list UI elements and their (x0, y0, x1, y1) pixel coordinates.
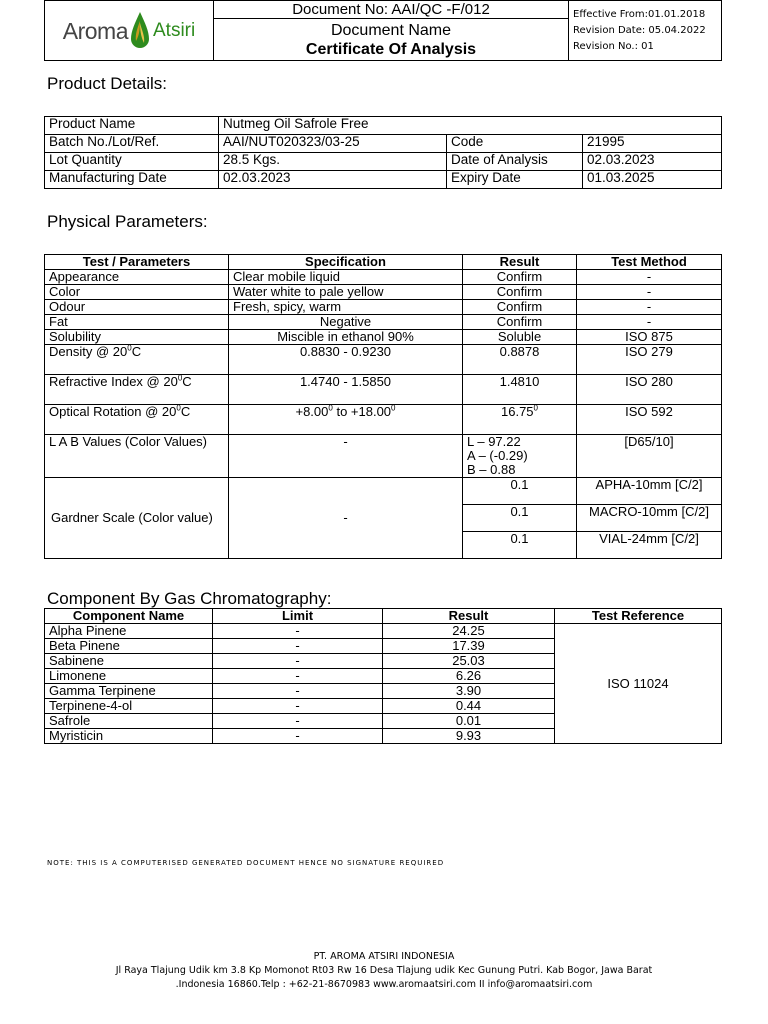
result-cell: Soluble (463, 330, 577, 345)
optical-param: Optical Rotation @ 20 (49, 404, 177, 419)
method-cell: ISO 592 (577, 405, 722, 435)
component-limit: - (213, 639, 383, 654)
document-name-label: Document Name (330, 21, 452, 39)
method-cell: ISO 875 (577, 330, 722, 345)
component-name: Terpinene-4-ol (45, 699, 213, 714)
component-result: 17.39 (383, 639, 555, 654)
component-result: 6.26 (383, 669, 555, 684)
result-cell: 1.4810 (463, 375, 577, 405)
header-result: Result (463, 255, 577, 270)
header-test-parameters: Test / Parameters (45, 255, 229, 270)
param-cell: Appearance (45, 270, 229, 285)
component-name: Sabinene (45, 654, 213, 669)
param-cell: Color (45, 285, 229, 300)
revision-number: Revision No.: 01 (573, 40, 654, 52)
spec-to: to +18.00 (332, 404, 392, 419)
result-cell: Confirm (463, 285, 577, 300)
param-cell: L A B Values (Color Values) (45, 435, 229, 478)
degree-sup: 0 (127, 343, 132, 353)
density-param: Density @ 20 (49, 344, 128, 359)
table-row-density (45, 345, 722, 375)
lot-quantity-label: Lot Quantity (45, 153, 219, 171)
spec-cell: Miscible in ethanol 90% (229, 330, 463, 345)
date-of-analysis-label: Date of Analysis (447, 153, 583, 171)
method-cell: - (577, 285, 722, 300)
spec-cell: Fresh, spicy, warm (229, 300, 463, 315)
footer-address-line-1: Jl Raya Tlajung Udik km 3.8 Kp Momonot Rt03 Rw 16 Desa Tlajung udik Kec Gunung Putri. Kab Bogor, Jawa Barat (115, 965, 653, 976)
footer-address-line-2: .Indonesia 16860.Telp : +62-21-8670983 www.aromaatsiri.com II info@aromaatsiri.com (175, 979, 593, 990)
footer-company: PT. AROMA ATSIRI INDONESIA (313, 951, 455, 962)
method-cell: [D65/10] (577, 435, 722, 478)
lab-l: L – 97.22 (467, 434, 521, 449)
header-specification: Specification (229, 255, 463, 270)
result-cell: 0.1 (463, 532, 577, 559)
degree-sup: 0 (176, 403, 181, 413)
revision-date: Revision Date: 05.04.2022 (573, 24, 706, 36)
optical-result: 16.75 (501, 404, 534, 419)
degree-sup: 0 (391, 403, 396, 413)
component-limit: - (213, 654, 383, 669)
component-name: Myristicin (45, 729, 213, 744)
method-cell: - (577, 270, 722, 285)
header-test-reference: Test Reference (555, 609, 722, 624)
result-cell: 0.1 (463, 478, 577, 505)
effective-from: Effective From:01.01.2018 (573, 8, 706, 20)
date-of-analysis-value: 02.03.2023 (583, 153, 722, 171)
logo-cell (45, 1, 214, 61)
unit-c: C (182, 374, 192, 389)
component-name: Alpha Pinene (45, 624, 213, 639)
component-name: Gamma Terpinene (45, 684, 213, 699)
table-row (45, 624, 722, 639)
product-name-value: Nutmeg Oil Safrole Free (219, 117, 722, 135)
table-row (45, 330, 722, 345)
gc-title: Component By Gas Chromatography: (47, 589, 332, 608)
table-row (45, 300, 722, 315)
revision-meta (569, 1, 722, 61)
table-row (45, 285, 722, 300)
code-label: Code (447, 135, 583, 153)
table-header-row (45, 255, 722, 270)
manufacturing-date-label: Manufacturing Date (45, 171, 219, 189)
physical-parameters-table (44, 254, 722, 559)
component-name: Safrole (45, 714, 213, 729)
table-row-optical (45, 405, 722, 435)
component-result: 9.93 (383, 729, 555, 744)
header-result: Result (383, 609, 555, 624)
component-result: 3.90 (383, 684, 555, 699)
degree-sup: 0 (533, 403, 538, 413)
spec-cell: Negative (229, 315, 463, 330)
document-number: Document No: AAI/QC -F/012 (214, 1, 569, 19)
component-limit: - (213, 624, 383, 639)
result-cell: Confirm (463, 270, 577, 285)
result-cell (463, 405, 577, 435)
table-row (45, 270, 722, 285)
unit-c: C (131, 344, 142, 359)
param-cell: Fat (45, 315, 229, 330)
result-cell: 0.1 (463, 505, 577, 532)
signature-note: NOTE: THIS IS A COMPUTERISED GENERATED DOCUMENT HENCE NO SIGNATURE REQUIRED (47, 859, 445, 867)
result-cell: Confirm (463, 315, 577, 330)
spec-cell: 1.4740 - 1.5850 (229, 375, 463, 405)
physical-parameters-title: Physical Parameters: (47, 212, 208, 231)
result-cell: Confirm (463, 300, 577, 315)
component-limit: - (213, 729, 383, 744)
component-result: 0.01 (383, 714, 555, 729)
spec-cell: Clear mobile liquid (229, 270, 463, 285)
param-cell (45, 405, 229, 435)
method-cell: - (577, 300, 722, 315)
gc-table (44, 608, 722, 744)
table-row-lab (45, 435, 722, 478)
method-cell: APHA-10mm [C/2] (577, 478, 722, 505)
footer (0, 950, 768, 992)
code-value: 21995 (583, 135, 722, 153)
param-cell: Solubility (45, 330, 229, 345)
expiry-date-value: 01.03.2025 (583, 171, 722, 189)
component-name: Beta Pinene (45, 639, 213, 654)
method-cell: ISO 279 (577, 345, 722, 375)
spec-from: +8.00 (295, 404, 329, 419)
degree-sup: 0 (328, 403, 333, 413)
batch-label: Batch No./Lot/Ref. (45, 135, 219, 153)
manufacturing-date-value: 02.03.2023 (219, 171, 447, 189)
header-component-name: Component Name (45, 609, 213, 624)
oil-drop-icon (129, 11, 151, 51)
spec-cell: 0.8830 - 0.9230 (229, 345, 463, 375)
param-cell (45, 345, 229, 375)
method-cell: - (577, 315, 722, 330)
batch-value: AAI/NUT020323/03-25 (219, 135, 447, 153)
component-result: 24.25 (383, 624, 555, 639)
result-cell: 0.8878 (463, 345, 577, 375)
logo-text-aroma: Aroma (62, 17, 128, 44)
document-title: Certificate Of Analysis (305, 40, 477, 58)
test-reference: ISO 11024 (555, 624, 722, 744)
component-limit: - (213, 669, 383, 684)
lot-quantity-value: 28.5 Kgs. (219, 153, 447, 171)
param-cell: Odour (45, 300, 229, 315)
degree-sup: 0 (177, 373, 183, 383)
table-row-refractive (45, 375, 722, 405)
document-name-cell (214, 19, 569, 61)
refractive-param: Refractive Index @ 20 (49, 374, 178, 389)
lab-a: A – (-0.29) (467, 448, 528, 463)
component-name: Limonene (45, 669, 213, 684)
lab-b: B – 0.88 (467, 462, 516, 477)
spec-cell (229, 405, 463, 435)
table-row-gardner (45, 478, 722, 505)
method-cell: MACRO-10mm [C/2] (577, 505, 722, 532)
product-details-title: Product Details: (47, 74, 167, 93)
unit-c: C (180, 404, 191, 419)
product-details-table (44, 116, 722, 189)
product-name-label: Product Name (45, 117, 219, 135)
table-header-row (45, 609, 722, 624)
method-cell: VIAL-24mm [C/2] (577, 532, 722, 559)
result-cell (463, 435, 577, 478)
component-result: 0.44 (383, 699, 555, 714)
header-limit: Limit (213, 609, 383, 624)
param-cell (45, 375, 229, 405)
spec-cell: - (229, 435, 463, 478)
component-limit: - (213, 714, 383, 729)
document-header (44, 0, 722, 61)
expiry-date-label: Expiry Date (447, 171, 583, 189)
company-logo (45, 1, 213, 60)
component-limit: - (213, 684, 383, 699)
method-cell: ISO 280 (577, 375, 722, 405)
logo-text-atsiri: Atsiri (153, 19, 196, 41)
spec-cell: Water white to pale yellow (229, 285, 463, 300)
table-row (45, 315, 722, 330)
component-result: 25.03 (383, 654, 555, 669)
param-cell: Gardner Scale (Color value) (45, 478, 229, 559)
header-test-method: Test Method (577, 255, 722, 270)
spec-cell: - (229, 478, 463, 559)
component-limit: - (213, 699, 383, 714)
